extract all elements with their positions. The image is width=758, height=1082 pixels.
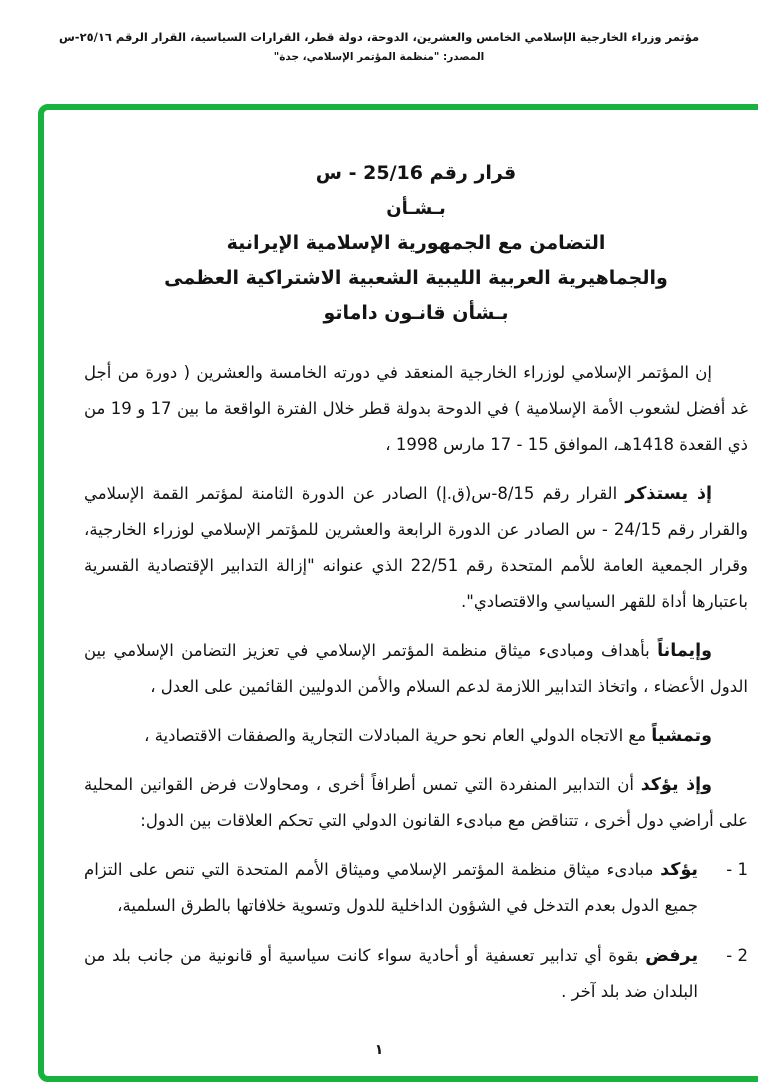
resolution-title-block — [84, 156, 748, 331]
paragraph-text: القرار رقم 8/15-س(ق.إ) الصادر عن الدورة الثامنة لمؤتمر القمة الإسلامي والقرار رقم 24/15 - س الصادر عن الدورة الرابعة والعشرين للمؤتمر الإسلامي لوزراء الخارجية، وقرار الجمعية العامة للأمم المتحدة رقم 22/51 الذي عنوانه "إزالة التدابير الإقتصادية القسرية باعتبارها أداة للقهر السياسي والاقتصادي". — [84, 484, 748, 611]
title-subject-line2: والجماهيرية العربية الليبية الشعبية الاشتراكية العظمى — [164, 267, 668, 289]
paragraph-lead: إذ يستذكر — [625, 484, 712, 504]
item-text: بقوة أي تدابير تعسفية أو أحادية سواء كانت سياسية أو قانونية من جانب بلد من البلدان ضد بلد آخر . — [84, 946, 698, 1001]
resolution-body — [84, 355, 748, 1010]
item-lead: يرفض — [645, 946, 699, 966]
resolution-frame — [38, 104, 758, 1082]
header-publisher-line: المصدر: "منظمة المؤتمر الإسلامي، جدة" — [273, 51, 485, 63]
resolution-number: قرار رقم 25/16 - س — [315, 162, 517, 184]
operative-item-1 — [84, 852, 748, 924]
item-text-block — [84, 852, 698, 924]
paragraph-lead: وإذ يؤكد — [640, 775, 712, 795]
affirming-paragraph — [84, 767, 748, 839]
item-number: 1 - — [726, 860, 748, 879]
in-line-with-paragraph — [84, 718, 748, 754]
paragraph-lead: وإيماناً — [657, 641, 713, 661]
item-text-block — [84, 938, 698, 1010]
item-lead: يؤكد — [660, 860, 699, 880]
preamble-paragraph — [84, 355, 748, 463]
document-header — [0, 30, 758, 63]
page-number: ١ — [374, 1042, 384, 1058]
title-subject-line1: التضامن مع الجمهورية الإسلامية الإيرانية — [226, 232, 606, 254]
paragraph-text: مع الاتجاه الدولي العام نحو حرية المبادلات التجارية والصفقات الاقتصادية ، — [144, 726, 647, 745]
paragraph-lead: وتمشياً — [651, 726, 712, 746]
paragraph-text: بأهداف ومبادىء ميثاق منظمة المؤتمر الإسلامي في تعزيز التضامن الإسلامي بين الدول الأعضاء ، واتخاذ التدابير اللازمة لدعم السلام والأمن الدوليين القائمين على العدل ، — [84, 641, 748, 696]
header-source-line: مؤتمر وزراء الخارجية الإسلامي الخامس والعشرين، الدوحة، دولة قطر، القرارات السياسية، القرار الرقم ٢٥/١٦-س — [58, 30, 700, 44]
paragraph-text: إن المؤتمر الإسلامي لوزراء الخارجية المنعقد في دورته الخامسة والعشرين ( دورة من أجل غد أفضل لشعوب الأمة الإسلامية ) في الدوحة بدولة قطر خلال الفترة الواقعة ما بين 17 و 19 من ذي القعدة 1418هـ، الموافق 15 - 17 مارس 1998 ، — [84, 363, 748, 454]
item-number: 2 - — [726, 946, 748, 965]
recalling-paragraph — [84, 476, 748, 620]
operative-item-2 — [84, 938, 748, 1010]
title-regarding: بـشـأن — [386, 198, 446, 219]
paragraph-text: أن التدابير المنفردة التي تمس أطرافاً أخرى ، ومحاولات فرض القوانين المحلية على أراضي دول أخرى ، تتناقض مع مبادىء القانون الدولي التي تحكم العلاقات بين الدول: — [84, 775, 748, 830]
believing-paragraph — [84, 633, 748, 705]
item-text: مبادىء ميثاق منظمة المؤتمر الإسلامي وميثاق الأمم المتحدة التي تنص على التزام جميع الدول بعدم التدخل في الشؤون الداخلية للدول وتسوية خلافاتها بالطرق السلمية، — [84, 860, 698, 915]
title-subject-line3: بـشأن قانـون داماتو — [323, 302, 509, 324]
